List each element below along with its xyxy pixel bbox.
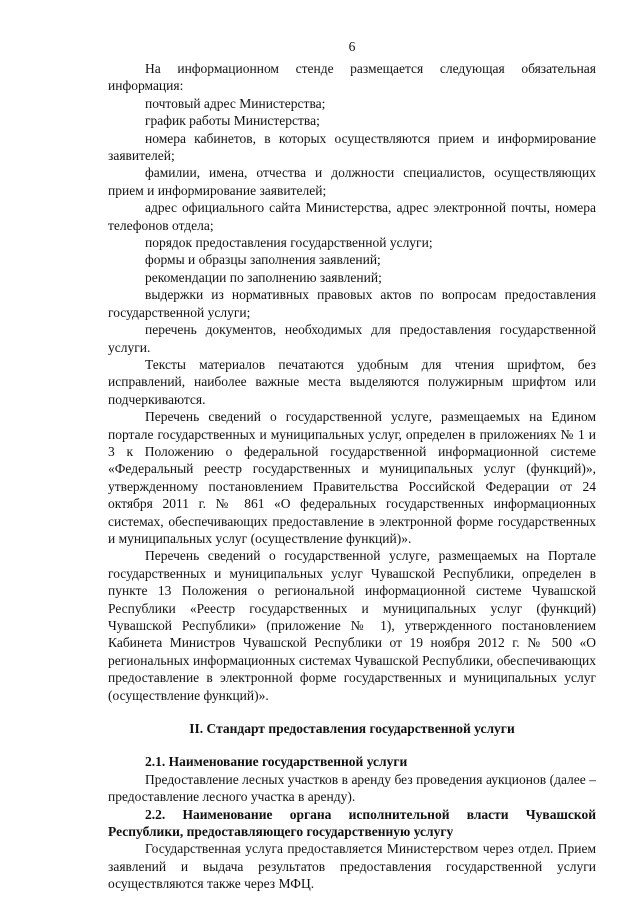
paragraph-intro: На информационном стенде размещается следующая обязательная информация: xyxy=(108,61,596,94)
subsection-2-2-text: Государственная услуга предоставляется Министерством через отдел. Прием заявлений и выдача результатов предоставления государственной услуги осуществляются также через МФЦ. xyxy=(108,841,596,892)
page-number: 6 xyxy=(348,39,356,54)
list-item: почтовый адрес Министерства; xyxy=(145,95,326,111)
list-item: формы и образцы заполнения заявлений; xyxy=(145,252,381,268)
spacer xyxy=(108,704,596,720)
subsection-2-2-title: 2.2. Наименование органа исполнительной власти Чувашской Республики, предоставляющего государственную услугу xyxy=(108,806,596,840)
document-body xyxy=(108,60,596,893)
list-item: рекомендации по заполнению заявлений; xyxy=(145,269,382,285)
paragraph-regional: Перечень сведений о государственной услуге, размещаемых на Портале государственных и муниципальных услуг Чувашской Республики, определен в пункте 13 Положения о региональной информационной системе Чувашской Республики «Реестр государственных и муниципальных услуг (функций) Чувашской Республики» (приложение № 1), утвержденного постановлением Кабинета Министров Чувашской Республики от 19 ноября 2012 г. № 500 «О региональных информационных системах Чувашской Республики, обеспечивающих предоставление в электронной форме государственных и муниципальных услуг (осуществление функций)». xyxy=(108,548,596,703)
section-title: II. Стандарт предоставления государственной услуги xyxy=(189,721,515,737)
list-item: порядок предоставления государственной услуги; xyxy=(145,235,433,251)
spacer xyxy=(108,737,596,753)
paragraph-texts: Тексты материалов печатаются удобным для чтения шрифтом, без исправлений, наиболее важные места выделяются полужирным шрифтом или подчеркиваются. xyxy=(108,356,596,407)
subsection-2-1-text: Предоставление лесных участков в аренду без проведения аукционов (далее – предоставление лесного участка в аренду). xyxy=(108,771,596,805)
list-item: график работы Министерства; xyxy=(145,113,320,129)
list-item: адрес официального сайта Министерства, адрес электронной почты, номера телефонов отдела; xyxy=(108,200,596,233)
list-item: перечень документов, необходимых для предоставления государственной услуги. xyxy=(108,322,596,355)
paragraph-epgu: Перечень сведений о государственной услуге, размещаемых на Едином портале государственных и муниципальных услуг, определен в приложениях № 1 и 3 к Положению о федеральной государственной информационной системе «Федеральный реестр государственных и муниципальных услуг (функций)», утвержденному постановлением Правительства Российской Федерации от 24 октября 2011 г. № 861 «О федеральных государственных информационных системах, обеспечивающих предоставление в электронной форме государственных и муниципальных услуг (осуществление функций)». xyxy=(108,409,596,546)
list-item: фамилии, имена, отчества и должности специалистов, осуществляющих прием и информирование заявителей; xyxy=(108,165,596,198)
subsection-2-1-title: 2.1. Наименование государственной услуги xyxy=(145,754,408,770)
list-item: выдержки из нормативных правовых актов по вопросам предоставления государственной услуги; xyxy=(108,287,596,320)
list-item: номера кабинетов, в которых осуществляются прием и информирование заявителей; xyxy=(108,130,596,164)
